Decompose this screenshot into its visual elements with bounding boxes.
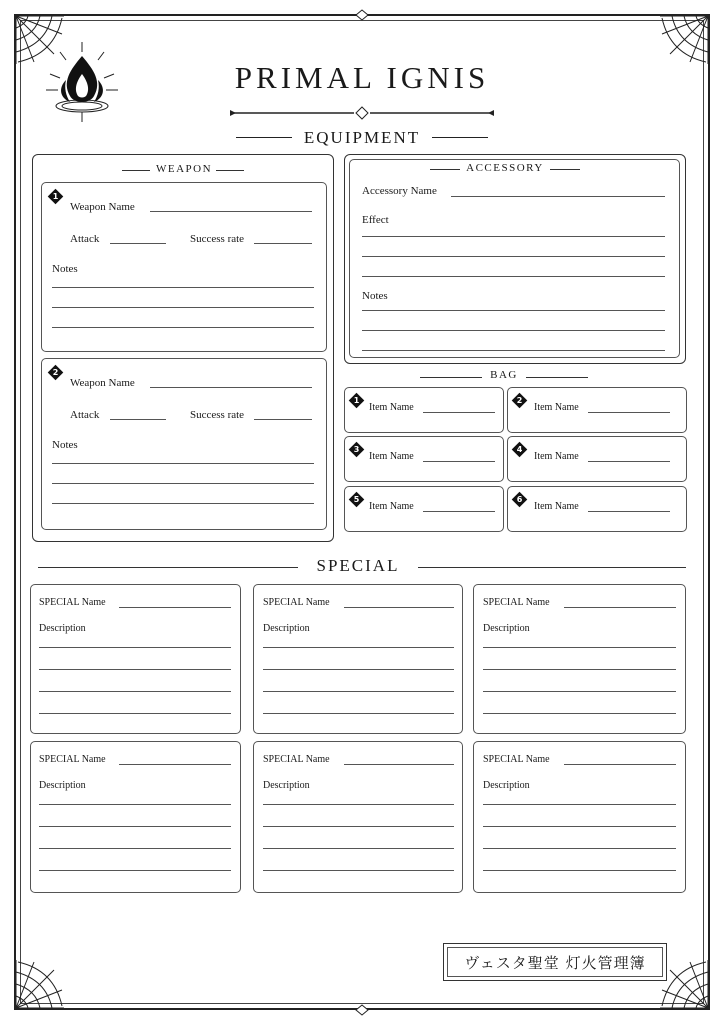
- special-card-6: [473, 741, 686, 893]
- special-name-label: SPECIAL Name: [483, 754, 550, 765]
- weapon-name-label: Weapon Name: [70, 201, 135, 213]
- special-card-5: [253, 741, 463, 893]
- bag-heading: BAG: [482, 369, 526, 381]
- description-line[interactable]: [39, 870, 231, 871]
- special-heading: SPECIAL: [298, 556, 418, 576]
- special-card-1: [30, 584, 241, 734]
- notes-line[interactable]: [52, 503, 314, 504]
- description-line[interactable]: [39, 647, 231, 648]
- effect-label: Effect: [362, 214, 389, 226]
- description-line[interactable]: [39, 848, 231, 849]
- description-label: Description: [263, 780, 310, 791]
- description-line[interactable]: [263, 848, 454, 849]
- description-line[interactable]: [483, 713, 676, 714]
- stamp-text: ヴェスタ聖堂 灯火管理簿: [447, 947, 663, 977]
- description-line[interactable]: [263, 804, 454, 805]
- attack-field[interactable]: [110, 243, 166, 244]
- item-name-label: Item Name: [534, 402, 579, 413]
- item-name-label: Item Name: [369, 451, 414, 462]
- notes-line[interactable]: [52, 327, 314, 328]
- weapon-name-field[interactable]: [150, 387, 312, 388]
- description-line[interactable]: [483, 647, 676, 648]
- item-name-label: Item Name: [534, 451, 579, 462]
- description-line[interactable]: [263, 826, 454, 827]
- description-line[interactable]: [263, 870, 454, 871]
- bag-slot-2: [507, 387, 687, 433]
- accessory-notes-line[interactable]: [362, 310, 665, 311]
- accessory-notes-label: Notes: [362, 290, 388, 302]
- effect-line[interactable]: [362, 276, 665, 277]
- weapon-heading: WEAPON: [150, 163, 216, 175]
- item-name-label: Item Name: [369, 501, 414, 512]
- accessory-notes-line[interactable]: [362, 330, 665, 331]
- description-label: Description: [39, 780, 86, 791]
- special-name-field[interactable]: [119, 764, 231, 765]
- success-rate-label: Success rate: [190, 409, 245, 421]
- description-label: Description: [39, 623, 86, 634]
- weapon-name-field[interactable]: [150, 211, 312, 212]
- weapon-slot-2: [41, 358, 327, 530]
- item-name-label: Item Name: [534, 501, 579, 512]
- special-name-label: SPECIAL Name: [263, 597, 330, 608]
- description-line[interactable]: [39, 669, 231, 670]
- notes-label: Notes: [52, 439, 78, 451]
- item-name-field[interactable]: [588, 461, 670, 462]
- special-name-field[interactable]: [564, 607, 676, 608]
- special-name-field[interactable]: [344, 607, 454, 608]
- frame-ornament-icon: [352, 9, 372, 21]
- description-line[interactable]: [483, 870, 676, 871]
- description-line[interactable]: [263, 691, 454, 692]
- equipment-heading: EQUIPMENT: [292, 128, 432, 148]
- slot-number-badge: 2: [48, 365, 64, 381]
- description-line[interactable]: [483, 848, 676, 849]
- slot-number-badge: 1: [48, 189, 64, 205]
- special-name-label: SPECIAL Name: [483, 597, 550, 608]
- accessory-notes-line[interactable]: [362, 350, 665, 351]
- item-name-field[interactable]: [423, 511, 495, 512]
- bag-slot-1: [344, 387, 504, 433]
- accessory-name-label: Accessory Name: [362, 185, 437, 197]
- description-line[interactable]: [483, 691, 676, 692]
- success-rate-field[interactable]: [254, 419, 312, 420]
- special-card-3: [473, 584, 686, 734]
- accessory-heading: ACCESSORY: [460, 162, 550, 174]
- item-name-label: Item Name: [369, 402, 414, 413]
- attack-label: Attack: [70, 409, 100, 421]
- description-line[interactable]: [483, 826, 676, 827]
- notes-line[interactable]: [52, 307, 314, 308]
- bag-slot-6: [507, 486, 687, 532]
- description-line[interactable]: [39, 713, 231, 714]
- special-name-field[interactable]: [119, 607, 231, 608]
- success-rate-field[interactable]: [254, 243, 312, 244]
- bag-slot-3: [344, 436, 504, 482]
- special-name-label: SPECIAL Name: [263, 754, 330, 765]
- attack-label: Attack: [70, 233, 100, 245]
- item-name-field[interactable]: [423, 412, 495, 413]
- item-name-field[interactable]: [423, 461, 495, 462]
- item-name-field[interactable]: [588, 511, 670, 512]
- slot-number-badge: 6: [512, 492, 528, 508]
- weapon-slot-1: [41, 182, 327, 352]
- archive-stamp: [443, 943, 667, 981]
- description-label: Description: [483, 780, 530, 791]
- notes-label: Notes: [52, 263, 78, 275]
- effect-line[interactable]: [362, 236, 665, 237]
- notes-line[interactable]: [52, 287, 314, 288]
- weapon-name-label: Weapon Name: [70, 377, 135, 389]
- cobweb-corner-icon: [14, 958, 66, 1010]
- special-card-4: [30, 741, 241, 893]
- slot-number-badge: 2: [512, 393, 528, 409]
- description-line[interactable]: [263, 713, 454, 714]
- slot-number-badge: 5: [349, 492, 365, 508]
- description-line[interactable]: [39, 691, 231, 692]
- page-title: PRIMAL IGNIS: [234, 60, 490, 95]
- cobweb-corner-icon: [658, 14, 710, 66]
- description-line[interactable]: [483, 804, 676, 805]
- slot-number-badge: 1: [349, 393, 365, 409]
- bag-slot-4: [507, 436, 687, 482]
- notes-line[interactable]: [52, 463, 314, 464]
- special-name-label: SPECIAL Name: [39, 754, 106, 765]
- description-line[interactable]: [483, 669, 676, 670]
- special-card-2: [253, 584, 463, 734]
- slot-number-badge: 4: [512, 442, 528, 458]
- special-name-label: SPECIAL Name: [39, 597, 106, 608]
- slot-number-badge: 3: [349, 442, 365, 458]
- description-line[interactable]: [263, 647, 454, 648]
- description-label: Description: [263, 623, 310, 634]
- accessory-name-field[interactable]: [451, 196, 665, 197]
- effect-line[interactable]: [362, 256, 665, 257]
- success-rate-label: Success rate: [190, 233, 245, 245]
- description-line[interactable]: [39, 804, 231, 805]
- attack-field[interactable]: [110, 419, 166, 420]
- bag-slot-5: [344, 486, 504, 532]
- item-name-field[interactable]: [588, 412, 670, 413]
- title-divider-icon: [228, 106, 496, 120]
- frame-ornament-icon: [352, 1004, 372, 1016]
- special-name-field[interactable]: [344, 764, 454, 765]
- description-line[interactable]: [263, 669, 454, 670]
- special-name-field[interactable]: [564, 764, 676, 765]
- description-line[interactable]: [39, 826, 231, 827]
- notes-line[interactable]: [52, 483, 314, 484]
- description-label: Description: [483, 623, 530, 634]
